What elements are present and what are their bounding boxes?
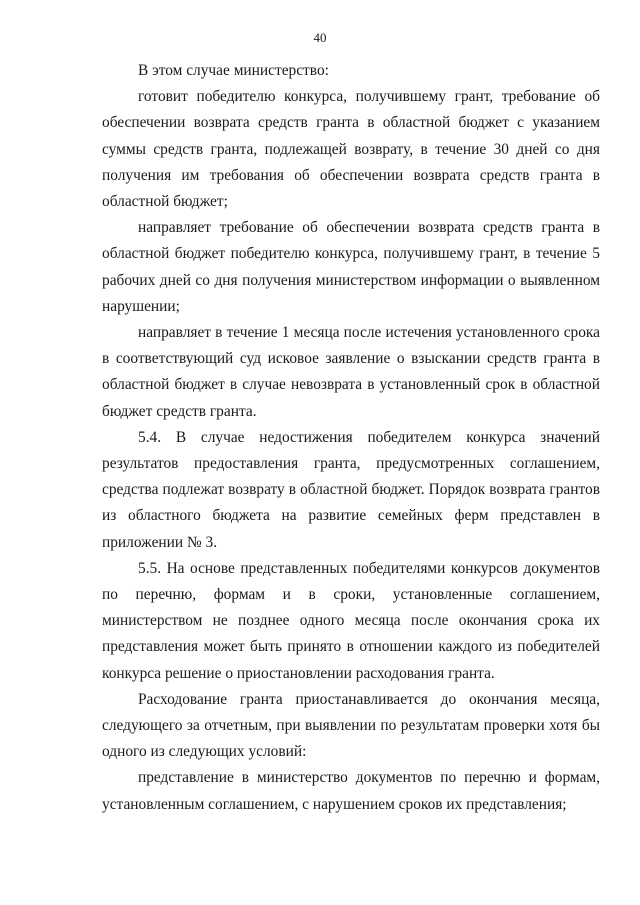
document-body — [102, 58, 600, 818]
paragraph-5-5: 5.5. На основе представленных победителями конкурсов документов по перечню, формам и в сроки, установленные соглашением, министерством не позднее одного месяца после окончания срока их представления может быть принято в отношении каждого из победителей конкурса решение о приостановлении расходования гранта. — [102, 559, 600, 682]
paragraph-suspension-conditions: Расходование гранта приостанавливается до окончания месяца, следующего за отчетным, при выявлении по результатам проверки хотя бы одного из следующих условий: — [102, 690, 600, 761]
paragraph-send-demand: направляет требование об обеспечении возврата средств гранта в областной бюджет победителю конкурса, получившему грант, в течение 5 рабочих дней со дня получения министерством информации о выявленном нарушении; — [102, 219, 600, 315]
page-number: 40 — [313, 30, 327, 45]
paragraph-late-documents: представление в министерство документов по перечню и формам, установленным соглашением, с нарушением сроков их представления; — [102, 769, 600, 813]
paragraph-5-4: 5.4. В случае недостижения победителем конкурса значений результатов предоставления гранта, предусмотренных соглашением, средства подлежат возврату в областной бюджет. Порядок возврата грантов из областного бюджета на развитие семейных ферм представлен в приложении № 3. — [102, 428, 600, 551]
paragraph-ministry-actions-intro: В этом случае министерство: — [138, 62, 329, 79]
paragraph-return-demand: готовит победителю конкурса, получившему грант, требование об обеспечении возврата средств гранта в областной бюджет с указанием суммы средств гранта, подлежащей возврату, в течение 30 дней со дня получения им требования об обеспечении возврата средств гранта в областной бюджет; — [102, 88, 600, 211]
paragraph-court-claim: направляет в течение 1 месяца после истечения установленного срока в соответствующий суд исковое заявление о взыскании средств гранта в областной бюджет в случае невозврата в установленный срок в областной бюджет средств гранта. — [102, 324, 600, 420]
